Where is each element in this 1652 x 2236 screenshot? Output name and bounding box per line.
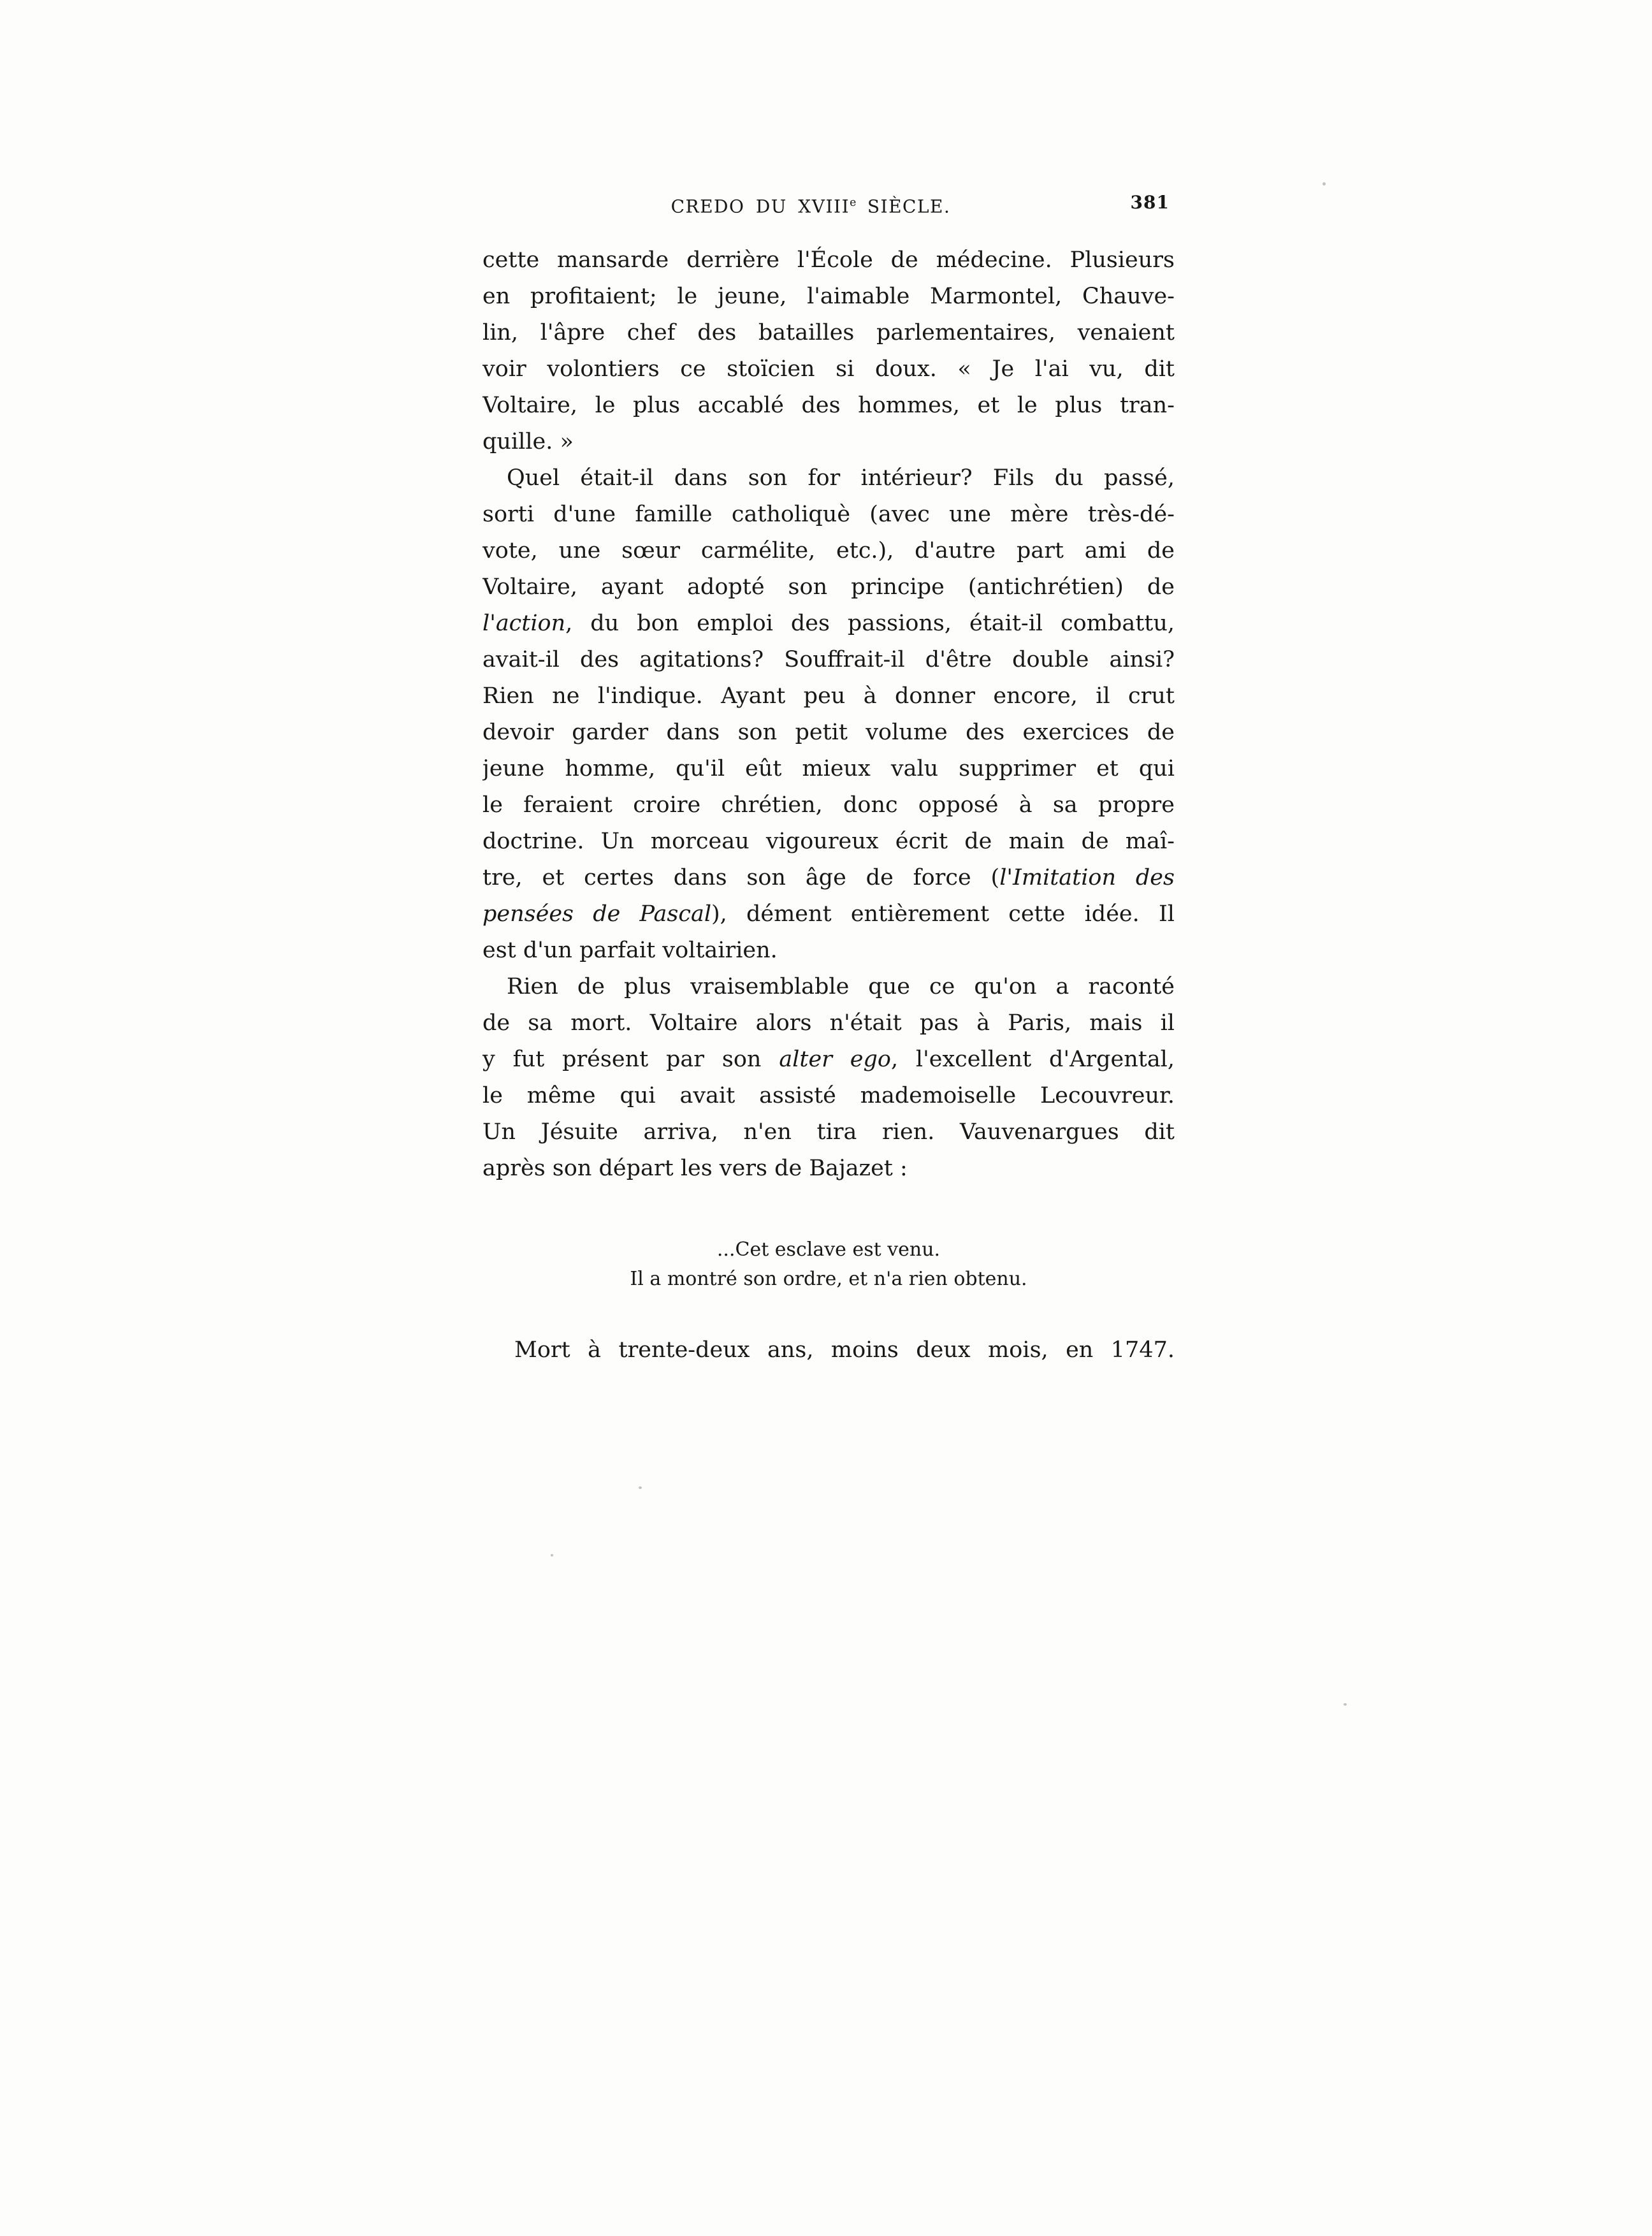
text-line: doctrine. Un morceau vigoureux écrit de main de maî- xyxy=(482,829,1175,854)
text-line xyxy=(482,896,1175,933)
text-line: devoir garder dans son petit volume des exercices de xyxy=(482,720,1175,745)
verse-line: Il a montré son ordre, et n'a rien obtenu. xyxy=(630,1268,1027,1290)
running-title xyxy=(465,189,1157,220)
running-header xyxy=(482,189,1175,216)
text-line xyxy=(482,1042,1175,1078)
running-title-superscript: e xyxy=(850,196,857,209)
text-run: , du bon emploi des passions, était-il combattu, xyxy=(565,611,1175,636)
text-line: voir volontiers ce stoïcien si doux. « Je l'ai vu, dit xyxy=(482,356,1175,382)
text-line: le même qui avait assisté mademoiselle Lecouvreur. xyxy=(482,1083,1175,1108)
paragraph-2 xyxy=(482,460,1175,969)
text-line: Rien ne l'indique. Ayant peu à donner encore, il crut xyxy=(482,683,1175,709)
page-number: 381 xyxy=(1130,192,1170,213)
text-line: est d'un parfait voltairien. xyxy=(482,938,778,963)
verse-line: ...Cet esclave est venu. xyxy=(716,1238,941,1261)
text-line: sorti d'une famille catholiquè (avec une mère très-dé- xyxy=(482,502,1175,527)
running-title-suffix: SIÈCLE. xyxy=(856,196,951,217)
italic-run: l'Imitation des xyxy=(999,865,1175,890)
scan-speck xyxy=(639,1486,642,1489)
paragraph-1 xyxy=(482,242,1175,460)
scan-speck xyxy=(1344,1703,1347,1706)
text-line xyxy=(482,860,1175,896)
main-text-block xyxy=(482,242,1175,1187)
closing-line: Mort à trente-deux ans, moins deux mois, en 1747. xyxy=(514,1337,1175,1363)
italic-run: pensées de Pascal xyxy=(482,901,712,927)
text-line: Voltaire, le plus accablé des hommes, et le plus tran- xyxy=(482,393,1175,418)
text-run: tre, et certes dans son âge de force ( xyxy=(482,865,1000,890)
paragraph-3 xyxy=(482,969,1175,1187)
text-line: Un Jésuite arriva, n'en tira rien. Vauvenargues dit xyxy=(482,1119,1175,1145)
text-line: le feraient croire chrétien, donc opposé à sa propre xyxy=(482,792,1175,818)
text-line: après son départ les vers de Bajazet : xyxy=(482,1156,908,1181)
text-line: Voltaire, ayant adopté son principe (antichrétien) de xyxy=(482,574,1175,600)
text-line: Rien de plus vraisemblable que ce qu'on a raconté xyxy=(507,974,1175,999)
scan-speck xyxy=(551,1554,553,1557)
text-line: lin, l'âpre chef des batailles parlementaires, venaient xyxy=(482,320,1175,345)
text-line: de sa mort. Voltaire alors n'était pas à Paris, mais il xyxy=(482,1010,1175,1036)
text-line: quille. » xyxy=(482,429,574,454)
running-title-text: CREDO DU XVIII xyxy=(670,196,850,217)
text-line: avait-il des agitations? Souffrait-il d'être double ainsi? xyxy=(482,647,1175,672)
text-line: vote, une sœur carmélite, etc.), d'autre part ami de xyxy=(482,538,1175,563)
text-line: Quel était-il dans son for intérieur? Fils du passé, xyxy=(507,465,1175,491)
scan-speck xyxy=(1322,182,1326,185)
text-line: jeune homme, qu'il eût mieux valu supprimer et qui xyxy=(482,756,1175,781)
italic-run: l'action xyxy=(482,611,566,636)
text-run: ), dément entièrement cette idée. Il xyxy=(711,901,1175,927)
verse-quotation xyxy=(482,1235,1175,1294)
text-run: y fut présent par son xyxy=(482,1047,779,1072)
text-line: cette mansarde derrière l'École de médecine. Plusieurs xyxy=(482,247,1175,273)
text-line: en profitaient; le jeune, l'aimable Marmontel, Chauve- xyxy=(482,284,1175,309)
italic-run: alter ego xyxy=(779,1047,891,1072)
text-run: , l'excellent d'Argental, xyxy=(890,1047,1175,1072)
text-line xyxy=(482,606,1175,642)
